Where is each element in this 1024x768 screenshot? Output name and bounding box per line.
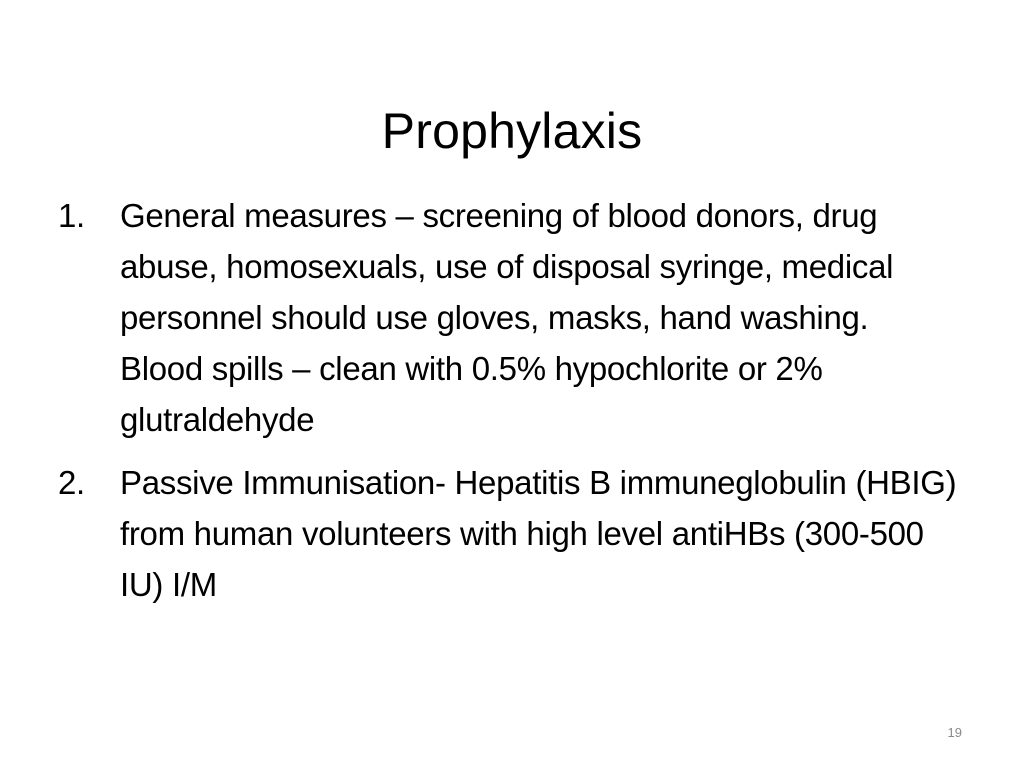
list-item-number: 2.: [58, 464, 85, 501]
list-item-text: Passive Immunisation- Hepatitis B immuneglobulin (HBIG) from human volunteers with high level antiHBs (300-500 IU) I/M: [120, 464, 957, 603]
list-item-text: General measures – screening of blood donors, drug abuse, homosexuals, use of disposal syringe, medical personnel should use gloves, masks, hand washing. Blood spills – clean with 0.5% hypochlorite or 2% glutraldehyde: [120, 197, 894, 438]
slide-page-number: 19: [947, 725, 962, 740]
list-item-1: [58, 190, 958, 445]
list-item-2: [58, 457, 958, 610]
numbered-list: [58, 190, 958, 622]
slide-title: Prophylaxis: [381, 102, 643, 159]
list-item-number: 1.: [58, 197, 85, 234]
